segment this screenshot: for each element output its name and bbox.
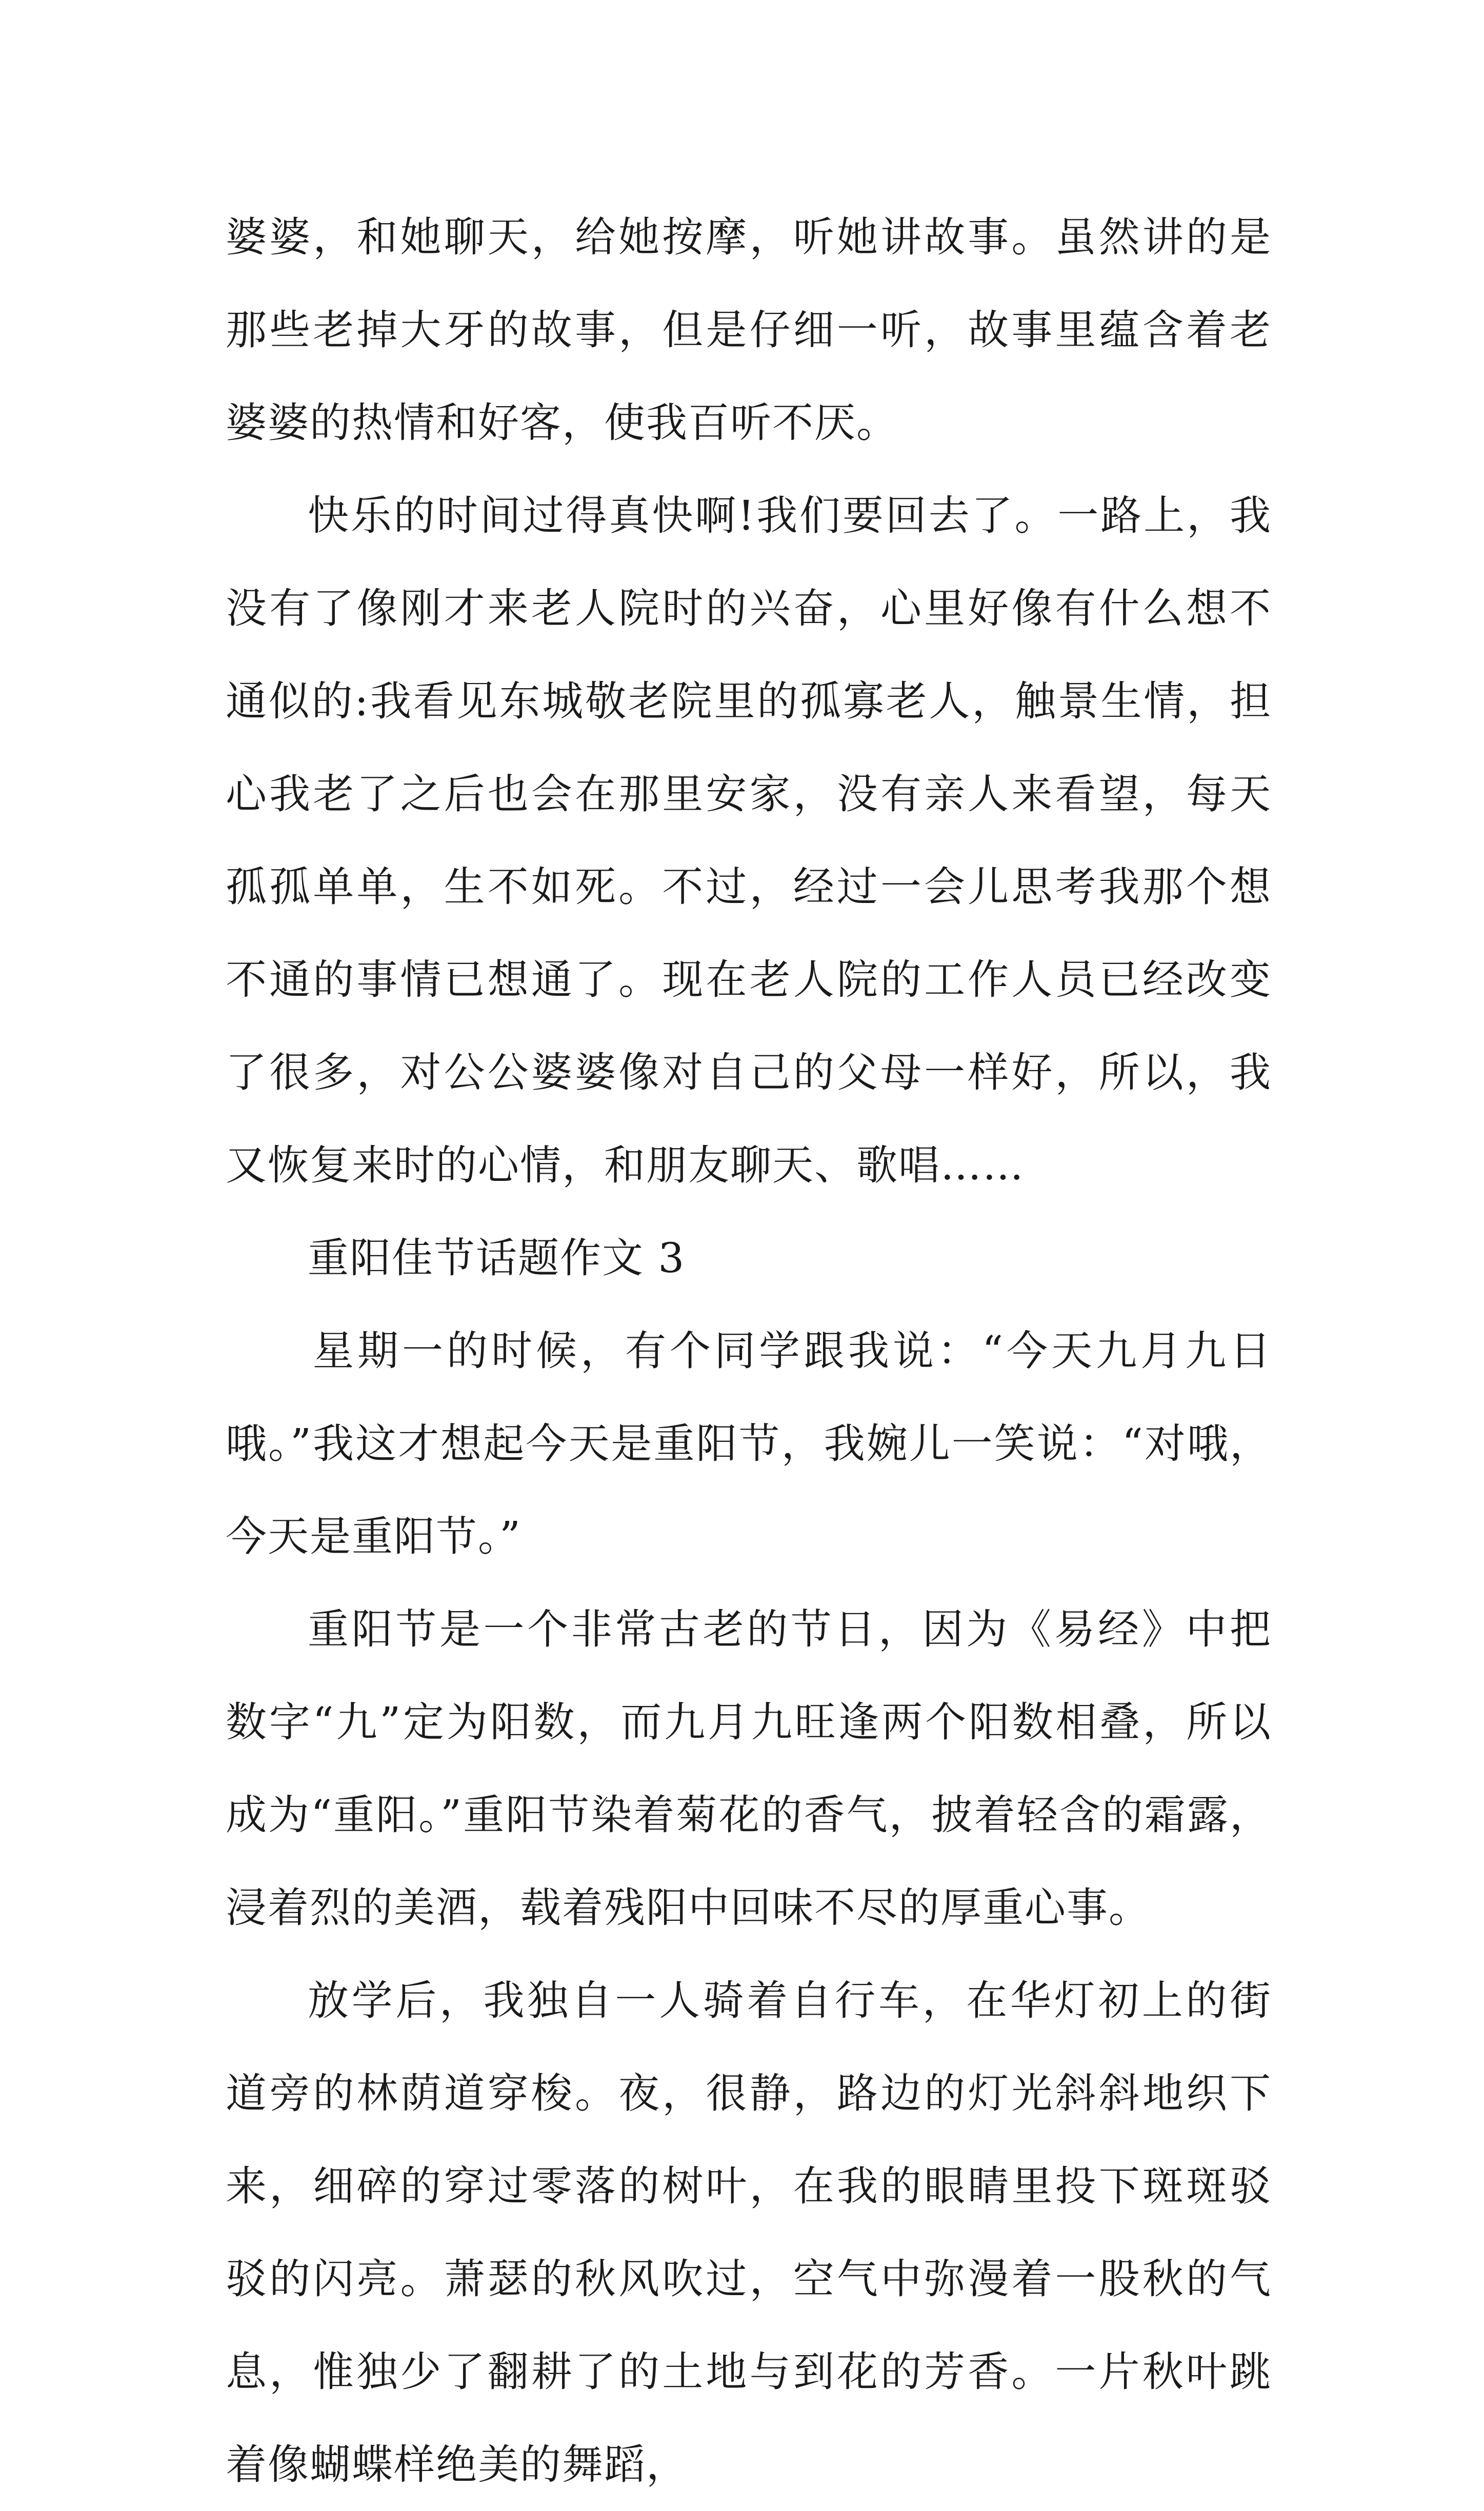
essay-body [226,191,1272,2511]
paragraph: 放学后，我独自一人骑着自行车，在华灯初上的街道旁的林荫道穿梭。夜，很静，路边的灯光斜斜地织下来，细碎的穿过零落的树叶，在我的眼睛里投下斑斑驳驳的闪亮。萧瑟的秋风吹过，空气中弥漫着一股秋的气息，惟独少了翻耕了的土地与到花的芳香。一片秋叶跳着像蝴蝶样绝美的舞蹈， [226,1977,1272,2488]
paragraph-continuation: 婆婆，和她聊天，给她按摩，听她讲故事。虽然讲的是那些老掉大牙的故事，但是仔细一听，故事里蕴含着老婆婆的热情和好客，使我百听不厌。 [226,213,1272,447]
section-heading: 重阳佳节话题作文 3 [308,1234,686,1282]
paragraph: 重阳节是一个非常古老的节日，因为《易经》中把数字“九”定为阳数，而九月九旺逢两个阳数相叠，所以成为“重阳。”重阳节染着菊花的香气，披着轻含的霜露，浸着烈的美酒，载着残阳中回味不尽的厚重心事。 [226,1605,1272,1932]
paragraph: 快乐的时间过得真快啊!我们要回去了。一路上，我没有了像刚才来老人院时的兴奋，心里好像有什么想不通似的:我看见东城敬老院里的孤寡老人，触景生情，担心我老了之后也会在那里安家，没有亲人来看望，每天孤孤单单，生不如死。不过，经过一会儿思考我那个想不通的事情已想通了。现在老人院的工作人员已经改变了很多，对公公婆婆像对自己的父母一样好，所以，我又恢复来时的心情，和朋友聊天、歌唱…… [226,492,1272,1189]
paragraph: 星期一的时候，有个同学跟我说：“今天九月九日哦。”我这才想起今天是重阳节，我婉儿一笑说：“对哦，今天是重阳节。” [226,1327,1272,1560]
